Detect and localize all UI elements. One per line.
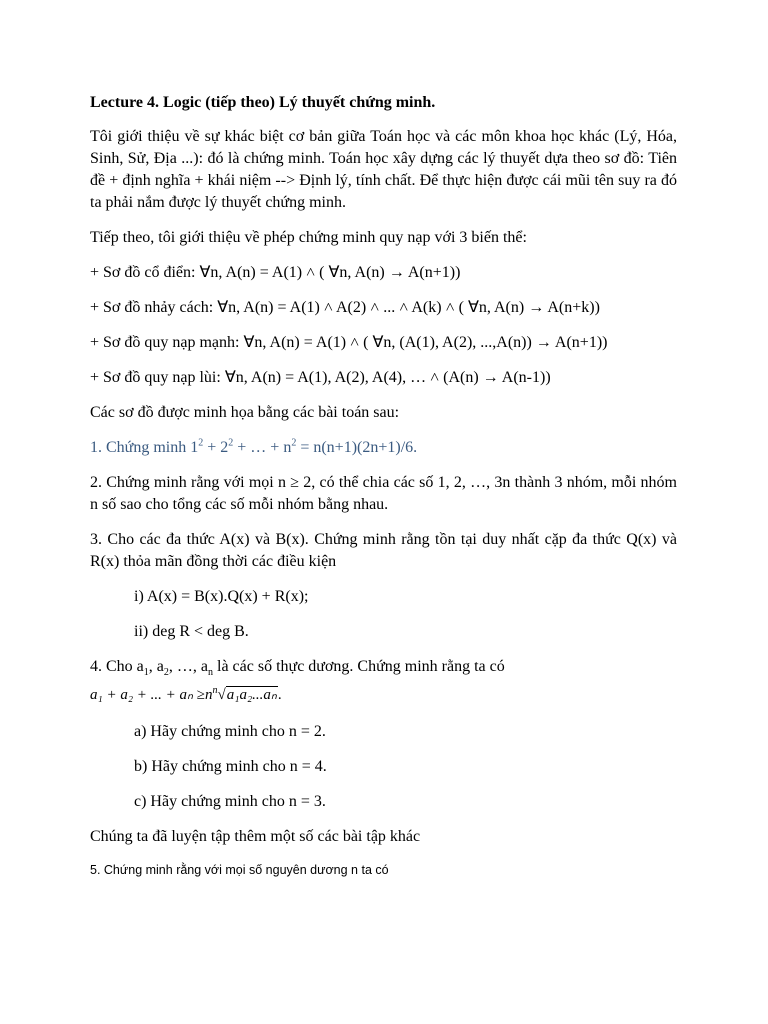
lecture-title: Lecture 4. Logic (tiếp theo) Lý thuyết chứng minh. xyxy=(90,94,436,111)
scheme-jump: + Sơ đồ nhảy cách: ∀n, A(n) = A(1) ˄ A(2) ˄ ... ˄ A(k) ˄ ( ∀n, A(n) → A(n+k)) xyxy=(90,299,600,316)
radical-sign-icon: √ xyxy=(217,687,226,703)
scheme-backward: + Sơ đồ quy nạp lùi: ∀n, A(n) = A(1), A(2), A(4), … ˄ (A(n) → A(n-1)) xyxy=(90,369,551,386)
problem-4-item-a: a) Hãy chứng minh cho n = 2. xyxy=(134,723,326,740)
problem-4: 4. Cho $a_1$, $a_2$, …, $a_n$ là các số thực dương. Chứng minh rằng ta có xyxy=(90,658,505,679)
intro-paragraph: Tôi giới thiệu về sự khác biệt cơ bản giữa Toán học và các môn khoa học khác (Lý, Hóa, Sinh, Sử, Địa ...): đó là chứng minh. Toán học xây dựng các lý thuyết dựa theo sơ đồ: Tiên đề + định nghĩa + khái niệm --> Định lý, tính chất. Để thực hiện được cái mũi tên suy ra đó ta phải nắm được lý thuyết chứng minh. xyxy=(90,128,677,211)
problem-3-item-ii: ii) deg R < deg B. xyxy=(134,623,249,640)
problem-1: 1. Chứng minh $1^2 + 2^2$ + … + $n^2 = n(n+1)(2n+1)/6$. xyxy=(90,437,418,456)
problem-4-item-b: b) Hãy chứng minh cho n = 4. xyxy=(134,758,327,775)
nth-root: $^n$√a₁a₂...aₙ xyxy=(212,685,277,703)
problem-2: 2. Chứng minh rằng với mọi n ≥ 2, có thể chia các số 1, 2, …, 3n thành 3 nhóm, mỗi nhóm n số sao cho tổng các số mỗi nhóm bằng nhau. xyxy=(90,474,677,513)
amgm-formula: a₁ + a₂ + ... + $a_n \ge n^n√a_1a_2...a_n$. xyxy=(90,683,677,707)
scheme-classic: + Sơ đồ cổ điển: ∀n, A(n) = A(1) ˄ ( ∀n, A(n) → A(n+1)) xyxy=(90,264,461,281)
problem-4-item-c: c) Hãy chứng minh cho n = 3. xyxy=(134,793,326,810)
problem-3: 3. Cho các đa thức A(x) và B(x). Chứng minh rằng tồn tại duy nhất cặp đa thức Q(x) và R(x) thỏa mãn đồng thời các điều kiện xyxy=(90,531,677,570)
document-page xyxy=(90,92,677,892)
examples-intro: Các sơ đồ được minh họa bằng các bài toán sau: xyxy=(90,404,400,421)
problem-3-item-i: i) A(x) = B(x).Q(x) + R(x); xyxy=(134,588,309,605)
practice-note: Chúng ta đã luyện tập thêm một số các bài tập khác xyxy=(90,828,421,845)
problem-5: 5. Chứng minh rằng với mọi số nguyên dương n ta có xyxy=(90,863,389,877)
induction-intro: Tiếp theo, tôi giới thiệu về phép chứng minh quy nạp với 3 biến thể: xyxy=(90,229,527,246)
scheme-strong: + Sơ đồ quy nạp mạnh: ∀n, A(n) = A(1) ˄ ( ∀n, (A(1), A(2), ...,A(n)) → A(n+1)) xyxy=(90,334,608,351)
